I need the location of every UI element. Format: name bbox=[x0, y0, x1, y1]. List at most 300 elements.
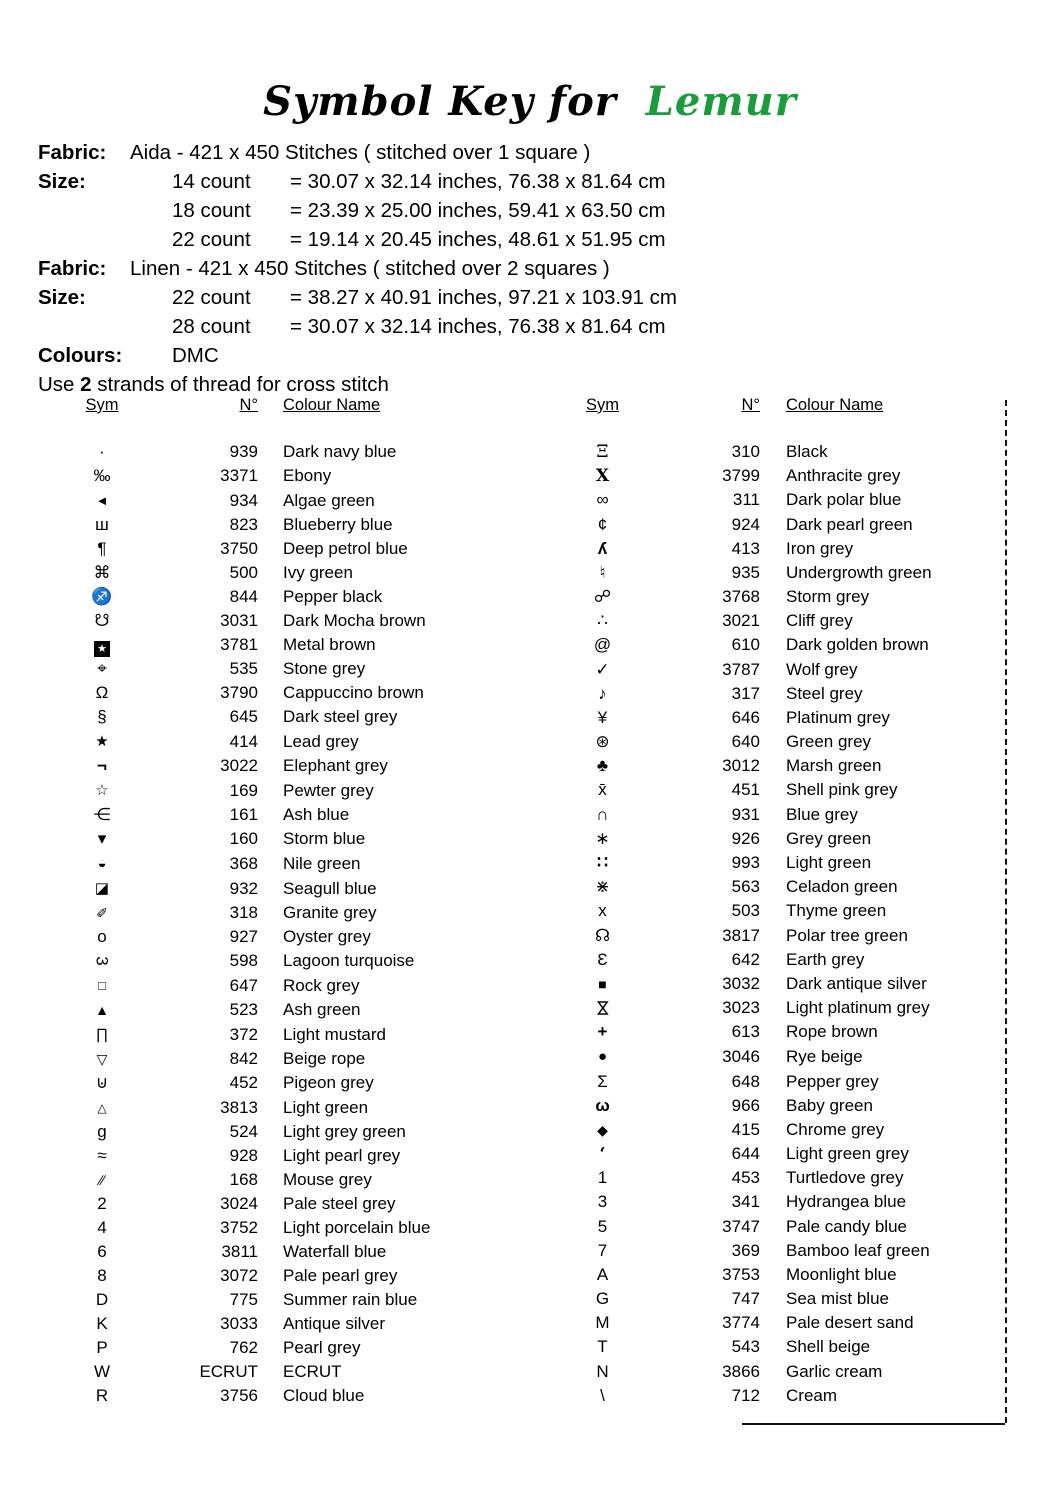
dmc-number: 642 bbox=[731, 949, 760, 969]
stitch-symbol bbox=[62, 803, 142, 827]
stitch-symbol bbox=[570, 1384, 635, 1408]
key-row bbox=[62, 1384, 538, 1408]
sym-column-header: Sym bbox=[586, 396, 619, 414]
symbol-glyph: P bbox=[96, 1338, 108, 1357]
stitch-symbol bbox=[62, 561, 142, 585]
dmc-number: 3371 bbox=[220, 466, 258, 485]
symbol-glyph: K bbox=[96, 1314, 108, 1333]
stitch-symbol bbox=[570, 1190, 635, 1214]
dmc-number: 712 bbox=[731, 1385, 760, 1405]
dimensions-value: = 30.07 x 32.14 inches, 76.38 x 81.64 cm bbox=[290, 170, 666, 193]
key-row bbox=[62, 585, 538, 609]
colour-name: Pearl grey bbox=[283, 1338, 361, 1357]
colours-line bbox=[38, 341, 677, 370]
symbol-glyph: ★ bbox=[95, 733, 109, 750]
symbol-glyph: Ξ bbox=[596, 442, 609, 463]
key-row bbox=[570, 464, 1026, 488]
key-row bbox=[570, 1166, 1026, 1190]
dmc-number: 3021 bbox=[722, 611, 760, 631]
symbol-glyph: ⋇ bbox=[595, 877, 610, 897]
size-line bbox=[38, 283, 677, 312]
size-line bbox=[38, 167, 677, 196]
symbol-glyph: ω bbox=[595, 1095, 610, 1115]
colour-name: Sea mist blue bbox=[786, 1289, 889, 1309]
key-row bbox=[570, 851, 1026, 875]
symbol-glyph: ☆ bbox=[95, 782, 109, 799]
key-row bbox=[62, 729, 538, 754]
dmc-number: 318 bbox=[229, 903, 258, 922]
count-value: 28 count bbox=[172, 315, 251, 338]
fabric-line-aida bbox=[38, 138, 677, 167]
dmc-number: 341 bbox=[731, 1192, 760, 1212]
colour-name: Pewter grey bbox=[283, 780, 374, 800]
symbol-glyph: ♪ bbox=[598, 683, 607, 703]
colour-name: Light platinum grey bbox=[786, 998, 930, 1018]
key-row bbox=[62, 1022, 538, 1047]
colour-name: Algae green bbox=[283, 490, 375, 510]
strands-suffix: strands of thread for cross stitch bbox=[91, 373, 389, 396]
dmc-number: 368 bbox=[229, 853, 258, 873]
key-row bbox=[62, 561, 538, 585]
key-row bbox=[570, 1335, 1026, 1359]
key-row bbox=[62, 1312, 538, 1336]
symbol-glyph: G bbox=[595, 1289, 610, 1309]
stitch-symbol bbox=[570, 1142, 635, 1166]
stitch-symbol bbox=[62, 1144, 142, 1168]
stitch-symbol bbox=[570, 658, 635, 682]
symbol-glyph: ♮ bbox=[599, 562, 606, 582]
colour-name: Moonlight blue bbox=[786, 1264, 897, 1284]
size-label: Size: bbox=[38, 286, 86, 309]
key-row bbox=[570, 778, 1026, 802]
dmc-number: 3032 bbox=[722, 973, 760, 993]
size-label: Size: bbox=[38, 170, 86, 193]
stitch-symbol bbox=[62, 1120, 142, 1144]
key-row bbox=[62, 657, 538, 681]
key-row bbox=[570, 1263, 1026, 1287]
symbol-glyph: · bbox=[99, 442, 105, 461]
key-row bbox=[62, 705, 538, 729]
colour-name: Metal brown bbox=[283, 635, 376, 654]
stitch-symbol bbox=[570, 730, 635, 754]
symbol-glyph: ¶ bbox=[97, 539, 107, 558]
dimensions-value: = 38.27 x 40.91 inches, 97.21 x 103.91 cm bbox=[290, 286, 677, 309]
stitch-symbol bbox=[62, 1384, 142, 1408]
stitch-symbol bbox=[62, 440, 142, 464]
stitch-symbol bbox=[62, 778, 142, 803]
dmc-number: 168 bbox=[229, 1170, 258, 1189]
colour-name: Dark antique silver bbox=[786, 973, 927, 993]
stitch-symbol bbox=[570, 1360, 635, 1384]
colour-name: Shell pink grey bbox=[786, 780, 898, 800]
colour-name: Grey green bbox=[786, 828, 872, 848]
dmc-number: 161 bbox=[229, 805, 258, 824]
symbol-glyph: ★ bbox=[94, 641, 110, 657]
colour-name: Light porcelain blue bbox=[283, 1218, 431, 1237]
dmc-number: 3768 bbox=[722, 587, 760, 607]
key-row bbox=[62, 633, 538, 657]
symbol-glyph: ¬ bbox=[97, 756, 107, 775]
key-row bbox=[570, 1190, 1026, 1214]
key-row bbox=[62, 1144, 538, 1168]
dmc-number: 317 bbox=[731, 683, 760, 703]
dmc-number: 3790 bbox=[220, 683, 258, 702]
colour-name: Bamboo leaf green bbox=[786, 1240, 930, 1260]
number-column-header: N° bbox=[239, 396, 258, 414]
dmc-number: 3046 bbox=[722, 1046, 760, 1066]
symbol-glyph: 5 bbox=[597, 1216, 608, 1236]
stitch-symbol bbox=[570, 754, 635, 778]
stitch-symbol bbox=[62, 513, 142, 537]
stitch-symbol bbox=[570, 464, 635, 488]
colour-name: Polar tree green bbox=[786, 925, 908, 945]
stitch-symbol bbox=[570, 1166, 635, 1190]
stitch-symbol bbox=[570, 513, 635, 537]
colour-name: Storm blue bbox=[283, 829, 366, 848]
adjacent-page-bottom-border bbox=[742, 1423, 1005, 1425]
symbol-glyph: ≈ bbox=[97, 1146, 107, 1165]
dmc-number: 646 bbox=[731, 707, 760, 727]
colour-name: Dark polar blue bbox=[786, 490, 902, 510]
stitch-symbol bbox=[62, 585, 142, 609]
dmc-number: 3023 bbox=[722, 998, 760, 1018]
key-row bbox=[62, 513, 538, 537]
symbol-glyph: ▽ bbox=[96, 1051, 108, 1067]
key-row bbox=[570, 899, 1026, 923]
symbol-glyph: ∞ bbox=[596, 490, 609, 510]
colour-name: Summer rain blue bbox=[283, 1290, 418, 1309]
symbol-glyph: ⋲ bbox=[93, 805, 111, 824]
symbol-glyph: Ɛ bbox=[597, 949, 608, 969]
colour-name: Cream bbox=[786, 1385, 838, 1405]
dmc-number: 3033 bbox=[220, 1314, 258, 1333]
fabric-line-linen bbox=[38, 254, 677, 283]
colour-name: Dark pearl green bbox=[786, 514, 913, 534]
dmc-number: 3024 bbox=[220, 1194, 258, 1213]
dmc-number: 3811 bbox=[221, 1242, 258, 1261]
dmc-number: 563 bbox=[731, 877, 760, 897]
dmc-number: 842 bbox=[229, 1049, 258, 1068]
colour-name: Chrome grey bbox=[786, 1119, 885, 1139]
symbol-glyph: ✓ bbox=[595, 659, 610, 679]
symbol-glyph: ♐ bbox=[91, 587, 113, 606]
symbol-glyph: 6 bbox=[97, 1242, 107, 1261]
key-row bbox=[62, 1120, 538, 1144]
symbol-glyph: \ bbox=[600, 1385, 605, 1405]
dmc-number: 3022 bbox=[220, 756, 258, 775]
symbol-glyph: 3 bbox=[93, 956, 112, 966]
stitch-symbol bbox=[62, 1168, 142, 1192]
key-row bbox=[570, 730, 1026, 754]
stitch-symbol bbox=[570, 948, 635, 972]
colour-name: Lagoon turquoise bbox=[283, 951, 415, 970]
colour-name: Light mustard bbox=[283, 1024, 386, 1044]
colour-name: Dark steel grey bbox=[283, 707, 398, 726]
key-row bbox=[62, 778, 538, 803]
stitch-symbol bbox=[62, 998, 142, 1022]
colour-name: Oyster grey bbox=[283, 927, 371, 946]
dmc-number: 3813 bbox=[220, 1097, 258, 1117]
key-row bbox=[570, 996, 1026, 1020]
table-header-row bbox=[570, 396, 1026, 440]
stitch-symbol bbox=[62, 609, 142, 633]
symbol-glyph: ∗ bbox=[595, 828, 610, 848]
count-value: 22 count bbox=[172, 228, 251, 251]
colour-name: Pale candy blue bbox=[786, 1216, 907, 1236]
colour-name: Beige rope bbox=[283, 1049, 366, 1068]
colour-name: Baby green bbox=[786, 1095, 873, 1115]
key-row bbox=[62, 803, 538, 827]
symbol-glyph: ☍ bbox=[593, 587, 612, 607]
dmc-number: 939 bbox=[229, 442, 258, 461]
symbol-glyph: o bbox=[97, 927, 107, 946]
colour-name: Pale steel grey bbox=[283, 1194, 396, 1213]
colours-label: Colours: bbox=[38, 344, 123, 367]
key-row bbox=[570, 754, 1026, 778]
colour-name: Mouse grey bbox=[283, 1170, 372, 1189]
dmc-number: 310 bbox=[731, 442, 760, 462]
stitch-symbol bbox=[570, 537, 635, 561]
dmc-number: 647 bbox=[229, 975, 258, 995]
key-row bbox=[570, 633, 1026, 657]
table-header-row bbox=[62, 396, 538, 440]
dmc-number: 372 bbox=[229, 1024, 258, 1044]
colour-name: Ivy green bbox=[283, 563, 353, 582]
colour-name: Undergrowth green bbox=[786, 562, 932, 582]
symbol-glyph: △ bbox=[97, 1101, 107, 1115]
colour-name: Seagull blue bbox=[283, 878, 377, 898]
dmc-number: 3817 bbox=[722, 925, 760, 945]
colour-name: Marsh green bbox=[786, 756, 882, 776]
symbol-glyph: W bbox=[93, 1362, 111, 1381]
stitch-symbol bbox=[62, 537, 142, 561]
stitch-symbol bbox=[570, 706, 635, 730]
key-row bbox=[62, 901, 538, 925]
stitch-symbol bbox=[62, 681, 142, 705]
dmc-number: 3787 bbox=[722, 659, 760, 679]
colour-name: Pale desert sand bbox=[786, 1313, 914, 1333]
key-row bbox=[570, 923, 1026, 947]
symbol-glyph: ¥ bbox=[597, 707, 608, 727]
symbol-key-tables bbox=[62, 396, 1026, 1408]
stitch-symbol bbox=[62, 657, 142, 681]
stitch-symbol bbox=[570, 803, 635, 827]
symbol-glyph: ⊍ bbox=[95, 1073, 109, 1092]
key-row bbox=[570, 561, 1026, 585]
colour-name: Rock grey bbox=[283, 975, 360, 995]
dmc-number: 924 bbox=[731, 514, 760, 534]
dmc-number: 934 bbox=[229, 490, 258, 510]
stitch-symbol bbox=[62, 633, 142, 657]
symbol-glyph: ∴ bbox=[597, 611, 608, 631]
dmc-number: 543 bbox=[731, 1337, 760, 1357]
symbol-glyph: ◆ bbox=[597, 1121, 608, 1138]
stitch-symbol bbox=[62, 851, 142, 876]
dmc-number: 500 bbox=[229, 563, 258, 582]
adjacent-page-dashed-border bbox=[1005, 400, 1007, 1423]
dmc-number: 926 bbox=[731, 828, 760, 848]
key-row bbox=[570, 537, 1026, 561]
symbol-glyph: A bbox=[596, 1264, 609, 1284]
key-row bbox=[62, 488, 538, 513]
symbol-glyph: □ bbox=[98, 978, 106, 993]
colour-name: Platinum grey bbox=[786, 707, 890, 727]
key-row bbox=[62, 1336, 538, 1360]
colour-name: Blueberry blue bbox=[283, 515, 393, 534]
stitch-symbol bbox=[570, 1215, 635, 1239]
symbol-glyph: ш bbox=[95, 515, 109, 534]
page-title bbox=[0, 78, 1060, 125]
colour-name-column-header: Colour Name bbox=[786, 396, 884, 414]
key-row bbox=[62, 925, 538, 949]
key-row bbox=[570, 875, 1026, 899]
stitch-symbol bbox=[62, 705, 142, 729]
stitch-symbol bbox=[570, 1263, 635, 1287]
stitch-symbol bbox=[62, 754, 142, 778]
colour-name: Storm grey bbox=[786, 587, 870, 607]
colour-name: Stone grey bbox=[283, 659, 366, 678]
stitch-symbol bbox=[62, 1192, 142, 1216]
symbol-glyph: g bbox=[97, 1122, 107, 1141]
colour-name: Cloud blue bbox=[283, 1386, 365, 1405]
colour-name: Dark golden brown bbox=[786, 635, 929, 655]
dmc-number: 503 bbox=[731, 901, 760, 921]
dimensions-value: = 30.07 x 32.14 inches, 76.38 x 81.64 cm bbox=[290, 315, 666, 338]
key-row bbox=[62, 1192, 538, 1216]
symbol-glyph: ☋ bbox=[94, 611, 110, 630]
colour-name: Ash blue bbox=[283, 805, 350, 824]
colour-name: Pepper black bbox=[283, 587, 383, 606]
key-row bbox=[570, 1020, 1026, 1044]
colour-name: Deep petrol blue bbox=[283, 539, 408, 558]
symbol-glyph: ¢ bbox=[597, 514, 608, 534]
key-row bbox=[570, 1044, 1026, 1069]
dmc-number: 931 bbox=[731, 804, 760, 824]
symbol-glyph: + bbox=[597, 1022, 608, 1042]
dmc-number: 3012 bbox=[722, 756, 760, 776]
colour-name: Granite grey bbox=[283, 903, 377, 922]
stitch-symbol bbox=[62, 1288, 142, 1312]
key-row bbox=[570, 803, 1026, 827]
colour-name: Shell beige bbox=[786, 1337, 871, 1357]
key-row bbox=[570, 658, 1026, 682]
key-row bbox=[62, 464, 538, 488]
symbol-glyph: ʎ bbox=[597, 538, 608, 558]
size-line bbox=[38, 196, 677, 225]
key-row bbox=[570, 948, 1026, 972]
stitch-symbol bbox=[62, 1360, 142, 1384]
dmc-number: 648 bbox=[731, 1071, 760, 1091]
symbol-glyph: 4 bbox=[97, 1218, 107, 1237]
dmc-number: 453 bbox=[731, 1168, 760, 1188]
stitch-symbol bbox=[62, 973, 142, 998]
symbol-glyph: R bbox=[95, 1386, 109, 1405]
stitch-symbol bbox=[570, 609, 635, 633]
key-row bbox=[62, 827, 538, 851]
symbol-glyph: Ω bbox=[95, 683, 109, 702]
key-row bbox=[570, 972, 1026, 996]
key-row bbox=[570, 488, 1026, 512]
symbol-glyph: ⋈ bbox=[593, 999, 613, 1017]
stitch-symbol bbox=[570, 1020, 635, 1044]
key-row bbox=[62, 1071, 538, 1095]
key-row bbox=[570, 706, 1026, 730]
colour-name: Pepper grey bbox=[786, 1071, 879, 1091]
key-row bbox=[62, 1216, 538, 1240]
symbol-glyph: ◪ bbox=[94, 880, 110, 897]
dmc-number: 3031 bbox=[220, 611, 258, 630]
count-value: 14 count bbox=[172, 170, 251, 193]
symbol-glyph: ∏ bbox=[95, 1026, 109, 1043]
dmc-number: 523 bbox=[229, 1000, 258, 1019]
fabric-value: Aida - 421 x 450 Stitches ( stitched over 1 square ) bbox=[130, 141, 591, 164]
dimensions-value: = 19.14 x 20.45 inches, 48.61 x 51.95 cm bbox=[290, 228, 666, 251]
strands-line bbox=[38, 370, 677, 399]
dmc-number: 169 bbox=[229, 780, 258, 800]
pattern-info bbox=[38, 138, 677, 399]
key-row bbox=[570, 1311, 1026, 1335]
key-row bbox=[570, 1215, 1026, 1239]
colour-name: Light green bbox=[283, 1097, 369, 1117]
colours-value: DMC bbox=[172, 344, 219, 367]
dmc-number: 160 bbox=[229, 829, 258, 848]
stitch-symbol bbox=[62, 1022, 142, 1047]
dmc-number: 452 bbox=[229, 1073, 258, 1092]
key-row bbox=[62, 537, 538, 561]
stitch-symbol bbox=[570, 1069, 635, 1093]
colour-name: Nile green bbox=[283, 853, 361, 873]
symbol-glyph: ■ bbox=[598, 975, 607, 992]
stitch-symbol bbox=[62, 1312, 142, 1336]
colour-name: Antique silver bbox=[283, 1314, 386, 1333]
dmc-number: 3781 bbox=[220, 635, 258, 654]
symbol-glyph: ✐ bbox=[96, 905, 108, 921]
strands-prefix: Use bbox=[38, 373, 81, 396]
symbol-glyph: ∷ bbox=[597, 853, 608, 872]
stitch-symbol bbox=[62, 1240, 142, 1264]
stitch-symbol bbox=[62, 876, 142, 901]
key-row bbox=[62, 1095, 538, 1120]
symbol-glyph: ⌘ bbox=[93, 563, 111, 582]
dmc-number: 413 bbox=[731, 538, 760, 558]
key-row bbox=[62, 1264, 538, 1288]
dmc-number: 524 bbox=[229, 1122, 258, 1141]
colour-name: Garlic cream bbox=[786, 1361, 883, 1381]
dmc-number: 747 bbox=[731, 1289, 760, 1309]
stitch-symbol bbox=[570, 633, 635, 657]
stitch-symbol bbox=[570, 440, 635, 464]
key-row bbox=[570, 827, 1026, 851]
fabric-label: Fabric: bbox=[38, 257, 107, 280]
stitch-symbol bbox=[570, 682, 635, 706]
stitch-symbol bbox=[570, 1094, 635, 1118]
colour-name: Iron grey bbox=[786, 538, 854, 558]
stitch-symbol bbox=[570, 899, 635, 923]
symbol-glyph: ♣ bbox=[596, 756, 609, 776]
count-value: 18 count bbox=[172, 199, 251, 222]
symbol-glyph: @ bbox=[593, 635, 612, 655]
colour-name: Turtledove grey bbox=[786, 1168, 904, 1188]
dimensions-value: = 23.39 x 25.00 inches, 59.41 x 63.50 cm bbox=[290, 199, 666, 222]
key-row bbox=[570, 1360, 1026, 1384]
fabric-label: Fabric: bbox=[38, 141, 107, 164]
symbol-glyph: T bbox=[597, 1337, 608, 1357]
dmc-number: 3799 bbox=[722, 466, 760, 486]
symbol-glyph: ∩ bbox=[596, 804, 609, 824]
dmc-number: 644 bbox=[731, 1144, 760, 1164]
colour-name: Pale pearl grey bbox=[283, 1266, 398, 1285]
symbol-glyph: ∕∕ bbox=[99, 1172, 105, 1188]
